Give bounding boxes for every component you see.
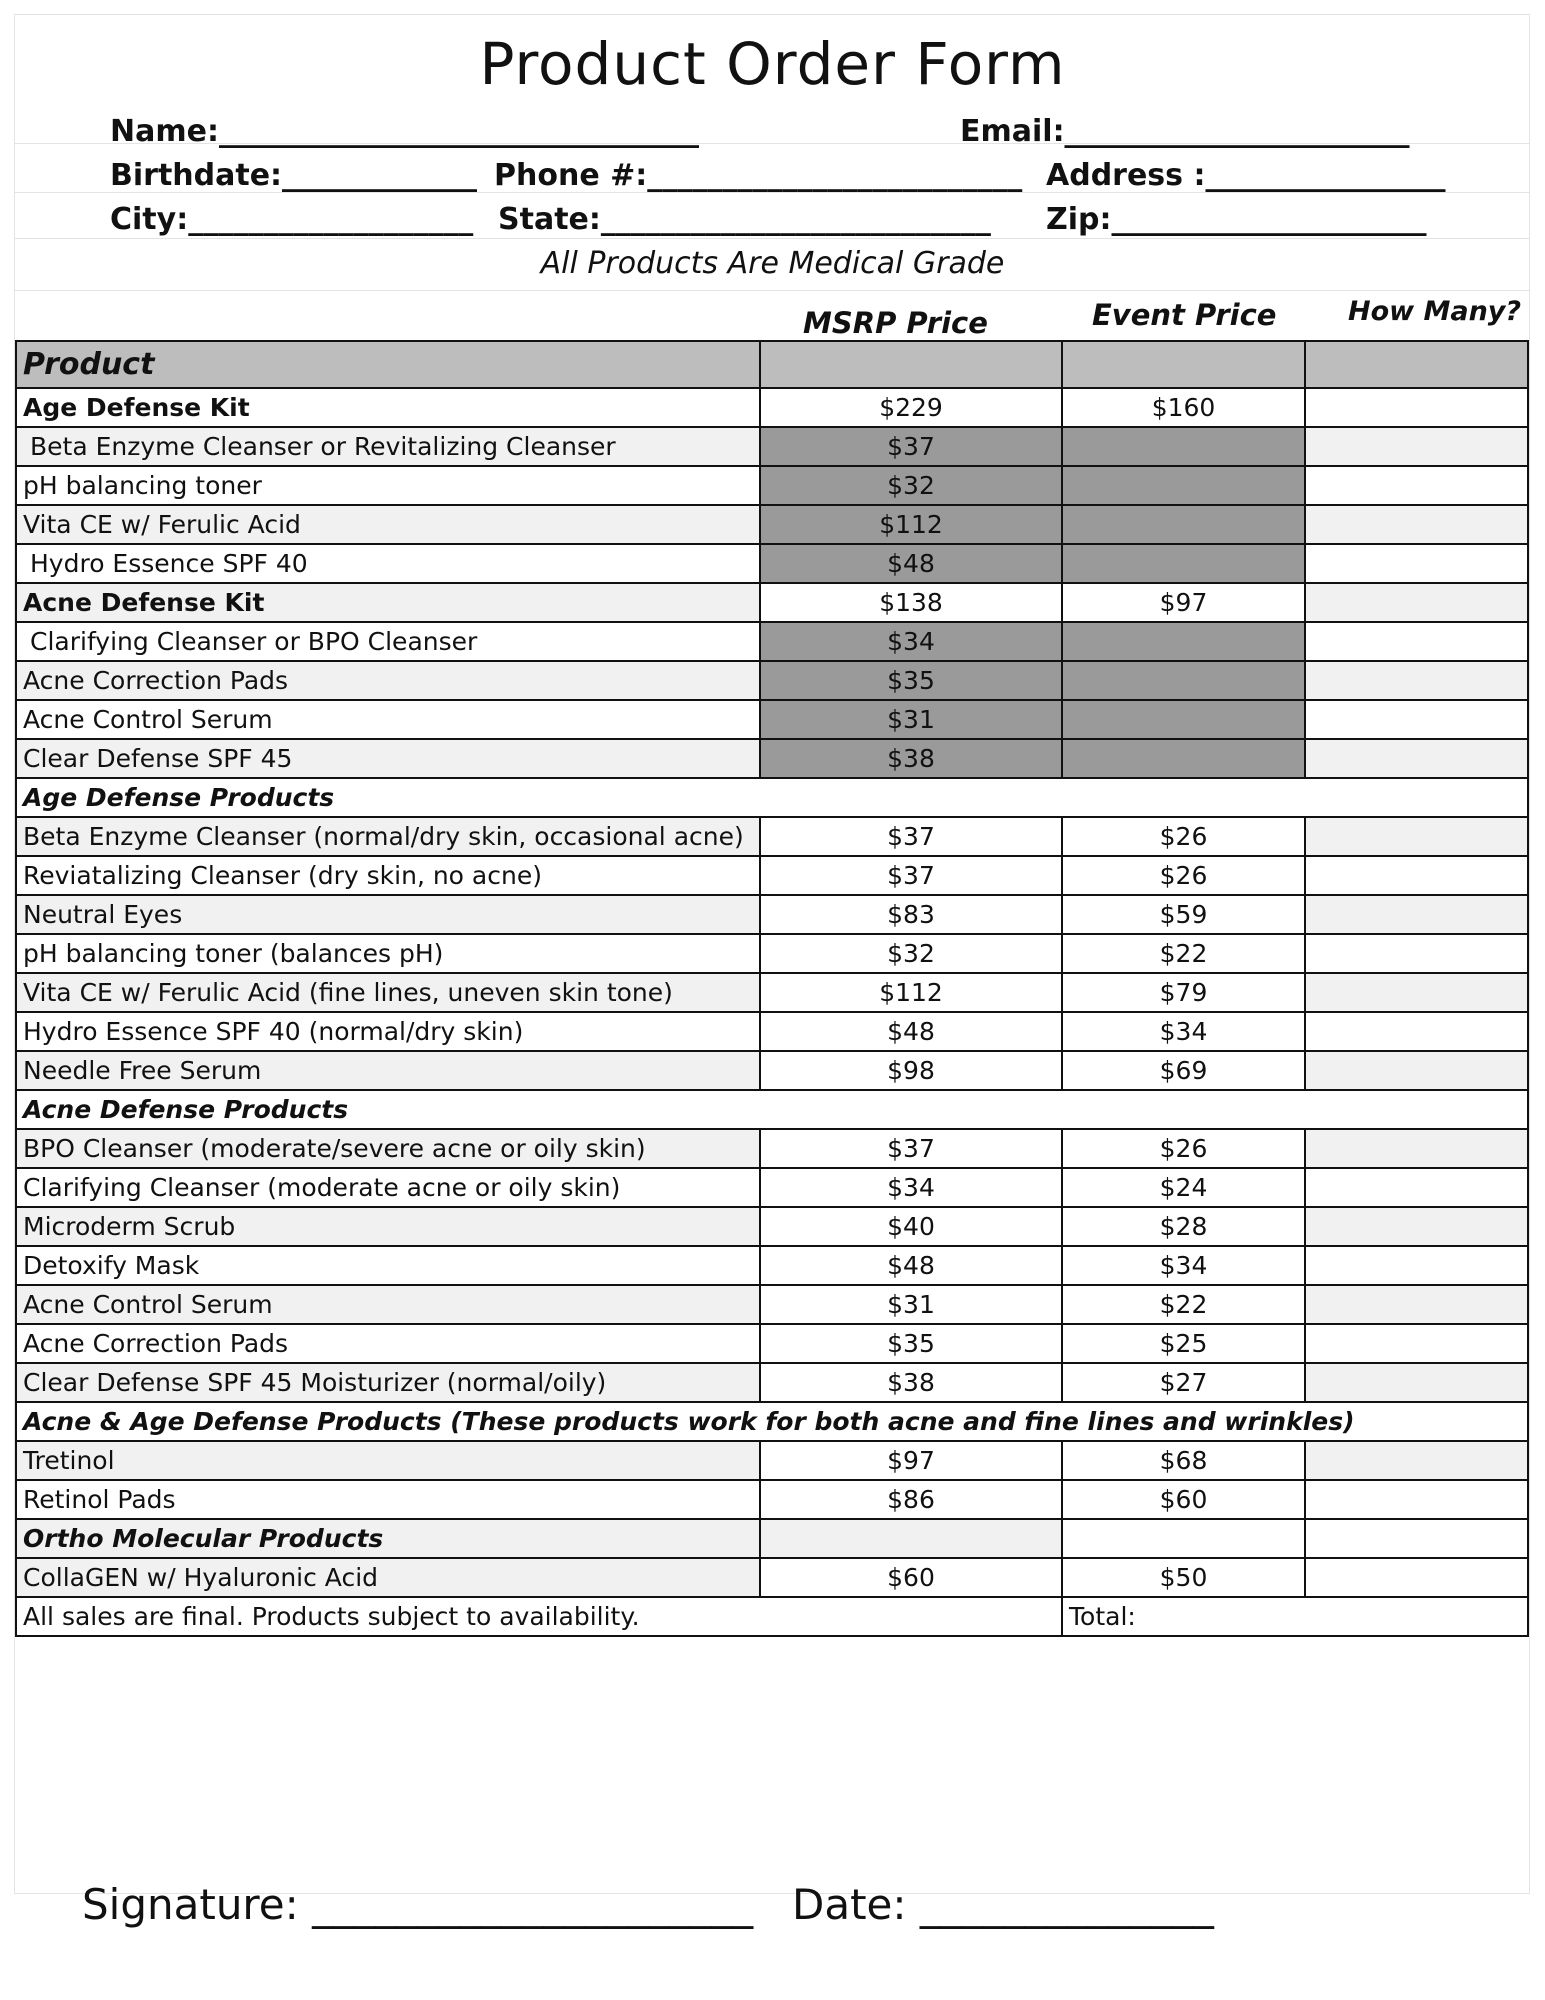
- product-row: [16, 1363, 1528, 1402]
- product-name: Clarifying Cleanser (moderate acne or oily skin): [16, 1168, 760, 1207]
- product-name: pH balancing toner (balances pH): [16, 934, 760, 973]
- event-price-cell: [1062, 544, 1305, 583]
- product-name: CollaGEN w/ Hyaluronic Acid: [16, 1558, 760, 1597]
- quantity-cell[interactable]: [1305, 973, 1528, 1012]
- product-name: Acne Correction Pads: [16, 1324, 760, 1363]
- msrp-price: $83: [760, 895, 1062, 934]
- product-row: [16, 856, 1528, 895]
- product-name: Neutral Eyes: [16, 895, 760, 934]
- msrp-price: $86: [760, 1480, 1062, 1519]
- product-row: [16, 817, 1528, 856]
- msrp-price: $38: [760, 739, 1062, 778]
- medical-grade-note: All Products Are Medical Grade: [540, 246, 1005, 281]
- header-cell: [1062, 341, 1305, 388]
- event-price: $60: [1062, 1480, 1305, 1519]
- kit-item-name: Hydro Essence SPF 40: [16, 544, 760, 583]
- kit-item-row: [16, 661, 1528, 700]
- product-row: [16, 1168, 1528, 1207]
- msrp-price: $112: [760, 505, 1062, 544]
- event-price: $22: [1062, 1285, 1305, 1324]
- msrp-price: $229: [760, 388, 1062, 427]
- event-price-cell: [1062, 739, 1305, 778]
- msrp-price: $35: [760, 1324, 1062, 1363]
- event-price: $34: [1062, 1246, 1305, 1285]
- event-price-cell: [1062, 622, 1305, 661]
- msrp-price: $35: [760, 661, 1062, 700]
- page-title: Product Order Form: [479, 30, 1066, 98]
- event-price-cell: [1062, 466, 1305, 505]
- msrp-price: $37: [760, 817, 1062, 856]
- event-price-cell: [1062, 700, 1305, 739]
- event-price: $25: [1062, 1324, 1305, 1363]
- product-row: [16, 934, 1528, 973]
- event-price: $59: [1062, 895, 1305, 934]
- product-column-header: Product: [16, 341, 760, 388]
- state-field[interactable]: State:__________________________: [498, 202, 991, 237]
- event-price: $69: [1062, 1051, 1305, 1090]
- kit-item-row: [16, 466, 1528, 505]
- event-price: $68: [1062, 1441, 1305, 1480]
- order-table: [15, 340, 1529, 1637]
- section-header-row: [16, 1402, 1528, 1441]
- msrp-price: $97: [760, 1441, 1062, 1480]
- quantity-cell[interactable]: [1305, 1324, 1528, 1363]
- event-price: $26: [1062, 1129, 1305, 1168]
- msrp-price: $32: [760, 466, 1062, 505]
- quantity-cell[interactable]: [1305, 583, 1528, 622]
- product-row: [16, 1558, 1528, 1597]
- kit-item-row: [16, 739, 1528, 778]
- quantity-cell[interactable]: [1305, 1246, 1528, 1285]
- msrp-price-cell: [760, 1519, 1062, 1558]
- event-price-cell: [1062, 505, 1305, 544]
- msrp-price: $60: [760, 1558, 1062, 1597]
- product-row: [16, 1246, 1528, 1285]
- kit-item-row: [16, 427, 1528, 466]
- product-name: Clear Defense SPF 45 Moisturizer (normal/oily): [16, 1363, 760, 1402]
- kit-name: Age Defense Kit: [16, 388, 760, 427]
- city-field[interactable]: City:___________________: [110, 202, 474, 237]
- quantity-cell[interactable]: [1305, 700, 1528, 739]
- product-row: [16, 1051, 1528, 1090]
- section-header-row: [16, 1519, 1528, 1558]
- product-name: Hydro Essence SPF 40 (normal/dry skin): [16, 1012, 760, 1051]
- product-row: [16, 1129, 1528, 1168]
- kit-row: [16, 388, 1528, 427]
- msrp-price: $37: [760, 856, 1062, 895]
- kit-item-name: pH balancing toner: [16, 466, 760, 505]
- quantity-cell[interactable]: [1305, 895, 1528, 934]
- divider: [14, 238, 1530, 239]
- event-price-cell: [1062, 661, 1305, 700]
- email-field[interactable]: Email:_______________________: [960, 114, 1410, 149]
- kit-item-name: Clear Defense SPF 45: [16, 739, 760, 778]
- msrp-price: $38: [760, 1363, 1062, 1402]
- quantity-cell[interactable]: [1305, 739, 1528, 778]
- footer-row: [16, 1597, 1528, 1636]
- name-field[interactable]: Name:________________________________: [110, 114, 699, 149]
- kit-name: Acne Defense Kit: [16, 583, 760, 622]
- event-price: $22: [1062, 934, 1305, 973]
- msrp-price: $48: [760, 1012, 1062, 1051]
- divider: [14, 290, 1530, 291]
- quantity-cell: [1305, 1519, 1528, 1558]
- quantity-cell[interactable]: [1305, 1051, 1528, 1090]
- quantity-cell[interactable]: [1305, 1129, 1528, 1168]
- event-price: $50: [1062, 1558, 1305, 1597]
- msrp-price: $34: [760, 622, 1062, 661]
- zip-field[interactable]: Zip:_____________________: [1046, 202, 1427, 237]
- event-price-cell: [1062, 427, 1305, 466]
- kit-item-name: Vita CE w/ Ferulic Acid: [16, 505, 760, 544]
- phone-field[interactable]: Phone #:_________________________: [494, 158, 1023, 193]
- quantity-cell[interactable]: [1305, 505, 1528, 544]
- how-many-column-header: How Many?: [1348, 296, 1522, 327]
- table-header-row: [16, 341, 1528, 388]
- quantity-cell[interactable]: [1305, 466, 1528, 505]
- event-price: $28: [1062, 1207, 1305, 1246]
- product-row: [16, 1207, 1528, 1246]
- msrp-price: $98: [760, 1051, 1062, 1090]
- quantity-cell[interactable]: [1305, 817, 1528, 856]
- section-header-row: [16, 1090, 1528, 1129]
- product-name: BPO Cleanser (moderate/severe acne or oily skin): [16, 1129, 760, 1168]
- quantity-cell[interactable]: [1305, 544, 1528, 583]
- birthdate-field[interactable]: Birthdate:_____________: [110, 158, 478, 193]
- msrp-price: $40: [760, 1207, 1062, 1246]
- product-row: [16, 1480, 1528, 1519]
- kit-item-row: [16, 700, 1528, 739]
- msrp-column-header: MSRP Price: [803, 306, 988, 340]
- msrp-price: $31: [760, 1285, 1062, 1324]
- msrp-price: $48: [760, 1246, 1062, 1285]
- product-row: [16, 1012, 1528, 1051]
- quantity-cell[interactable]: [1305, 1168, 1528, 1207]
- quantity-cell[interactable]: [1305, 1480, 1528, 1519]
- section-title: Ortho Molecular Products: [16, 1519, 760, 1558]
- event-price-cell: [1062, 1519, 1305, 1558]
- quantity-cell[interactable]: [1305, 622, 1528, 661]
- sales-final-note: All sales are final. Products subject to availability.: [16, 1597, 1062, 1636]
- quantity-cell[interactable]: [1305, 1285, 1528, 1324]
- kit-row: [16, 583, 1528, 622]
- kit-item-row: [16, 622, 1528, 661]
- section-title: Acne Defense Products: [16, 1090, 1528, 1129]
- event-price: $27: [1062, 1363, 1305, 1402]
- product-row: [16, 973, 1528, 1012]
- kit-item-row: [16, 505, 1528, 544]
- product-name: Needle Free Serum: [16, 1051, 760, 1090]
- quantity-cell[interactable]: [1305, 661, 1528, 700]
- product-name: Vita CE w/ Ferulic Acid (fine lines, uneven skin tone): [16, 973, 760, 1012]
- product-name: Reviatalizing Cleanser (dry skin, no acne): [16, 856, 760, 895]
- kit-item-name: Acne Control Serum: [16, 700, 760, 739]
- header-cell: [760, 341, 1062, 388]
- quantity-cell[interactable]: [1305, 1012, 1528, 1051]
- event-price: $34: [1062, 1012, 1305, 1051]
- event-price: $97: [1062, 583, 1305, 622]
- event-price: $26: [1062, 856, 1305, 895]
- event-price: $24: [1062, 1168, 1305, 1207]
- product-row: [16, 1324, 1528, 1363]
- quantity-cell[interactable]: [1305, 1207, 1528, 1246]
- header-cell: [1305, 341, 1528, 388]
- quantity-cell[interactable]: [1305, 1558, 1528, 1597]
- product-row: [16, 1441, 1528, 1480]
- product-name: Beta Enzyme Cleanser (normal/dry skin, occasional acne): [16, 817, 760, 856]
- total-field[interactable]: Total:: [1062, 1597, 1528, 1636]
- msrp-price: $48: [760, 544, 1062, 583]
- msrp-price: $32: [760, 934, 1062, 973]
- msrp-price: $37: [760, 1129, 1062, 1168]
- quantity-cell[interactable]: [1305, 388, 1528, 427]
- quantity-cell[interactable]: [1305, 427, 1528, 466]
- section-header-row: [16, 778, 1528, 817]
- product-name: Tretinol: [16, 1441, 760, 1480]
- msrp-price: $37: [760, 427, 1062, 466]
- quantity-cell[interactable]: [1305, 1363, 1528, 1402]
- kit-item-row: [16, 544, 1528, 583]
- event-price: $160: [1062, 388, 1305, 427]
- event-column-header: Event Price: [1092, 298, 1277, 332]
- msrp-price: $31: [760, 700, 1062, 739]
- kit-item-name: Clarifying Cleanser or BPO Cleanser: [16, 622, 760, 661]
- quantity-cell[interactable]: [1305, 856, 1528, 895]
- signature-field[interactable]: Signature: _____________________: [82, 1880, 754, 1929]
- section-title: Acne & Age Defense Products (These products work for both acne and fine lines and wrinkles): [16, 1402, 1528, 1441]
- event-price: $26: [1062, 817, 1305, 856]
- product-row: [16, 1285, 1528, 1324]
- event-price: $79: [1062, 973, 1305, 1012]
- kit-item-name: Beta Enzyme Cleanser or Revitalizing Cleanser: [16, 427, 760, 466]
- msrp-price: $112: [760, 973, 1062, 1012]
- product-name: Acne Control Serum: [16, 1285, 760, 1324]
- quantity-cell[interactable]: [1305, 1441, 1528, 1480]
- msrp-price: $138: [760, 583, 1062, 622]
- section-title: Age Defense Products: [16, 778, 1528, 817]
- product-name: Detoxify Mask: [16, 1246, 760, 1285]
- kit-item-name: Acne Correction Pads: [16, 661, 760, 700]
- date-field[interactable]: Date: ______________: [792, 1880, 1214, 1929]
- address-field[interactable]: Address :________________: [1046, 158, 1446, 193]
- quantity-cell[interactable]: [1305, 934, 1528, 973]
- msrp-price: $34: [760, 1168, 1062, 1207]
- product-name: Retinol Pads: [16, 1480, 760, 1519]
- product-row: [16, 895, 1528, 934]
- product-name: Microderm Scrub: [16, 1207, 760, 1246]
